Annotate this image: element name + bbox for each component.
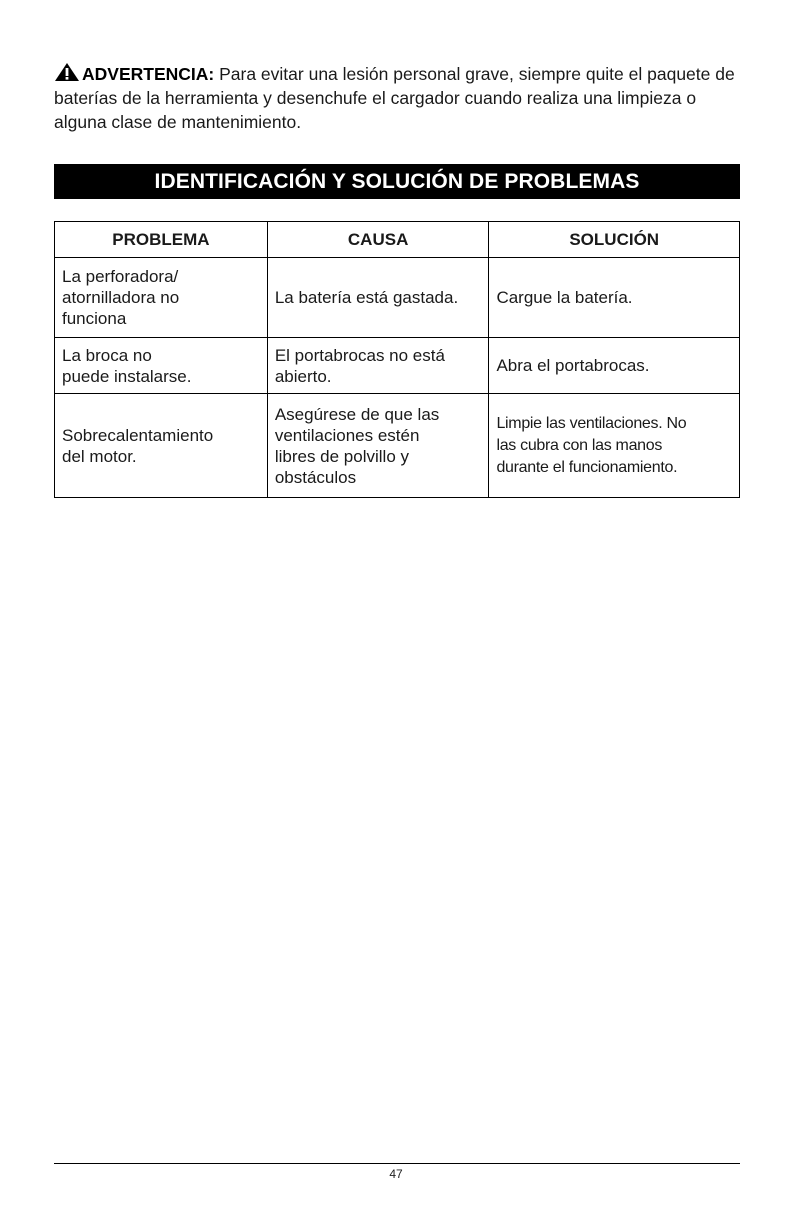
cell-line: Asegúrese de que las: [274, 404, 440, 424]
cell-line: Sobrecalentamiento: [62, 425, 214, 445]
causa-cell: [267, 338, 489, 394]
warning-text: Para evitar una lesión personal grave, siempre quite el paquete de baterías de la herramienta y desenchufe el cargador cuando realiza una limpieza o alguna clase de mantenimiento.: [54, 64, 735, 132]
cell-line: La perforadora/: [62, 267, 179, 286]
problema-cell: [55, 394, 268, 498]
causa-cell: [267, 394, 489, 498]
cell-line: ventilaciones estén: [274, 425, 420, 445]
cell-line: Abra el portabrocas.: [496, 356, 650, 375]
table-row: [55, 338, 740, 394]
cell-line: obstáculos: [274, 467, 357, 487]
cell-line: las cubra con las manos: [496, 436, 663, 454]
page-number: 47: [389, 1167, 403, 1181]
cell-line: El portabrocas no está: [274, 345, 445, 365]
warning-notice: [54, 62, 744, 134]
column-header-problema: PROBLEMA: [55, 222, 268, 258]
solucion-cell: [489, 338, 740, 394]
footer-divider: [54, 1163, 740, 1164]
cell-line: atornilladora no: [62, 288, 180, 307]
section-title: IDENTIFICACIÓN Y SOLUCIÓN DE PROBLEMAS: [54, 164, 740, 199]
warning-triangle-icon: [54, 62, 80, 82]
table-header-row: [55, 222, 740, 258]
cell-line: La broca no: [62, 345, 152, 365]
cell-line: La batería está gastada.: [274, 288, 459, 307]
warning-label: ADVERTENCIA:: [82, 64, 215, 84]
cell-line: durante el funcionamiento.: [496, 458, 678, 476]
cell-line: libres de polvillo y: [274, 446, 410, 466]
solucion-cell: [489, 258, 740, 338]
cell-line: Cargue la batería.: [496, 288, 633, 307]
troubleshooting-table: [54, 221, 740, 498]
cell-line: del motor.: [62, 446, 137, 466]
problema-cell: [55, 338, 268, 394]
cell-line: funciona: [62, 309, 127, 328]
column-header-causa: CAUSA: [267, 222, 489, 258]
column-header-solucion: SOLUCIÓN: [489, 222, 740, 258]
cell-line: puede instalarse.: [62, 366, 192, 386]
solucion-cell: [489, 394, 740, 498]
table-row: [55, 258, 740, 338]
problema-cell: [55, 258, 268, 338]
cell-line: abierto.: [274, 366, 332, 386]
cell-line: Limpie las ventilaciones. No: [496, 414, 687, 432]
table-row: [55, 394, 740, 498]
causa-cell: [267, 258, 489, 338]
